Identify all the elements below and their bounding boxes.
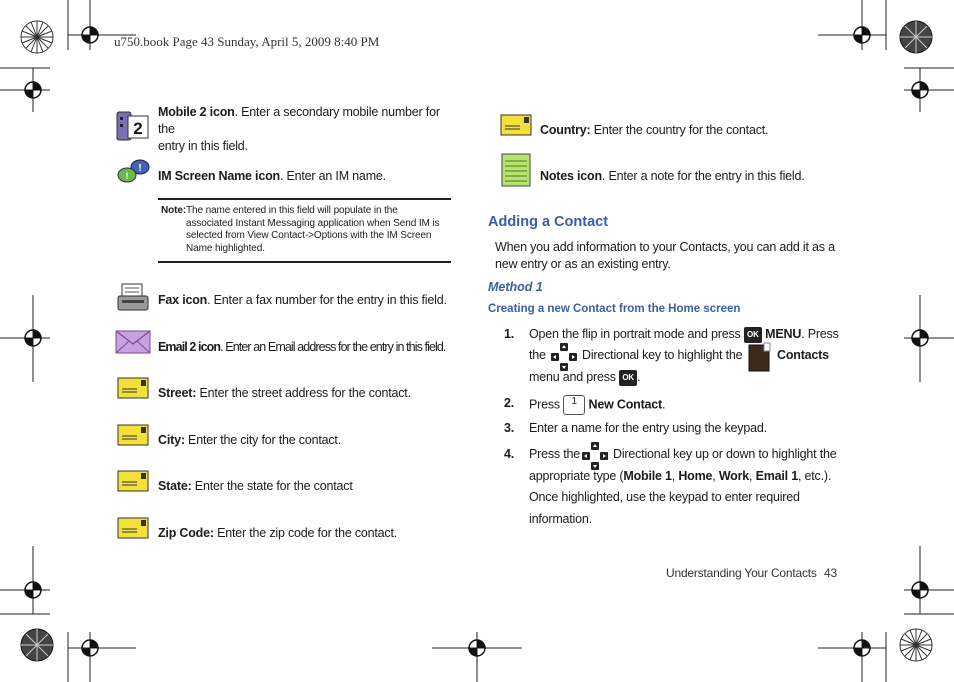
mobile-2-desc: Mobile 2 icon. Enter a secondary mobile number for the entry in this field. bbox=[158, 105, 440, 153]
svg-text:!: ! bbox=[138, 163, 142, 174]
step-4-line-1b: Directional key up or down to highlight the bbox=[613, 447, 837, 461]
mobile-2-icon bbox=[116, 110, 152, 142]
step-4-number: 4. bbox=[504, 447, 515, 461]
step-1-line-2: the bbox=[529, 348, 546, 362]
step-1-line-1: Open the flip in portrait mode and press OK MENU. Press bbox=[529, 327, 839, 341]
svg-text:!: ! bbox=[125, 171, 129, 181]
state-desc: State: Enter the state for the contact bbox=[158, 479, 353, 493]
step-4-line-4: information. bbox=[529, 512, 592, 526]
note-top-rule bbox=[158, 198, 451, 200]
note-text: The name entered in this field will populate in the associated Instant Messaging application when Send IM is selected from View Contact->Options with the IM Screen Name highlighted. bbox=[186, 205, 440, 254]
ok-key-icon: OK bbox=[744, 327, 762, 343]
step-2-number: 2. bbox=[504, 396, 515, 410]
method-heading: Method 1 bbox=[488, 280, 543, 294]
directional-key-icon bbox=[551, 343, 577, 371]
step-4-line-2: appropriate type (Mobile 1, Home, Work, Email 1, etc.). bbox=[529, 469, 832, 483]
footer-section: Understanding Your Contacts bbox=[666, 566, 817, 580]
street-icon bbox=[117, 377, 149, 399]
ok-key-icon-2: OK bbox=[619, 370, 637, 386]
intro-text: When you add information to your Contacts, you can add it as a new entry or as an existing entry. bbox=[495, 240, 835, 271]
note-bottom-rule bbox=[158, 261, 451, 263]
step-4-line-3: Once highlighted, use the keypad to enter required bbox=[529, 490, 800, 504]
zip-desc: Zip Code: Enter the zip code for the contact. bbox=[158, 526, 398, 540]
step-2-text: Press 1 New Contact. bbox=[529, 395, 665, 415]
im-desc: IM Screen Name icon. Enter an IM name. bbox=[158, 169, 386, 183]
section-title: Adding a Contact bbox=[488, 214, 609, 230]
step-4-line-1a: Press the bbox=[529, 447, 581, 461]
note-label: Note: bbox=[161, 205, 187, 216]
step-1-line-2b: Directional key to highlight the bbox=[582, 348, 743, 362]
key-1-icon: 1 bbox=[563, 395, 585, 415]
step-1-line-3: menu and press OK . bbox=[529, 370, 641, 384]
contacts-label: Contacts bbox=[777, 348, 829, 362]
contacts-menu-icon bbox=[748, 342, 772, 372]
country-icon bbox=[500, 114, 532, 136]
notes-desc: Notes icon. Enter a note for the entry in this field. bbox=[540, 169, 805, 183]
city-desc: City: Enter the city for the contact. bbox=[158, 433, 341, 447]
step-3-text: Enter a name for the entry using the keypad. bbox=[529, 421, 767, 435]
im-screen-name-icon bbox=[116, 158, 150, 184]
mobile-2-title: Mobile 2 icon bbox=[158, 105, 235, 119]
notes-icon bbox=[500, 153, 532, 187]
street-desc: Street: Enter the street address for the contact. bbox=[158, 386, 411, 400]
city-icon bbox=[117, 424, 149, 446]
fax-icon bbox=[117, 283, 149, 311]
step-1-number: 1. bbox=[504, 327, 515, 341]
country-desc: Country: Enter the country for the contact. bbox=[540, 123, 769, 137]
page-number: 43 bbox=[824, 566, 837, 580]
email-2-desc: Email 2 icon. Enter an Email address for the entry in this field. bbox=[158, 340, 446, 354]
zip-code-icon bbox=[117, 517, 149, 539]
subheading: Creating a new Contact from the Home screen bbox=[488, 303, 741, 315]
book-header: u750.book Page 43 Sunday, April 5, 2009 8:40 PM bbox=[114, 34, 380, 49]
step-3-number: 3. bbox=[504, 421, 515, 435]
svg-text:2: 2 bbox=[133, 119, 143, 138]
email-2-icon bbox=[115, 330, 151, 354]
fax-desc: Fax icon. Enter a fax number for the entry in this field. bbox=[158, 293, 447, 307]
state-icon bbox=[117, 470, 149, 492]
directional-key-icon-2 bbox=[582, 442, 608, 470]
